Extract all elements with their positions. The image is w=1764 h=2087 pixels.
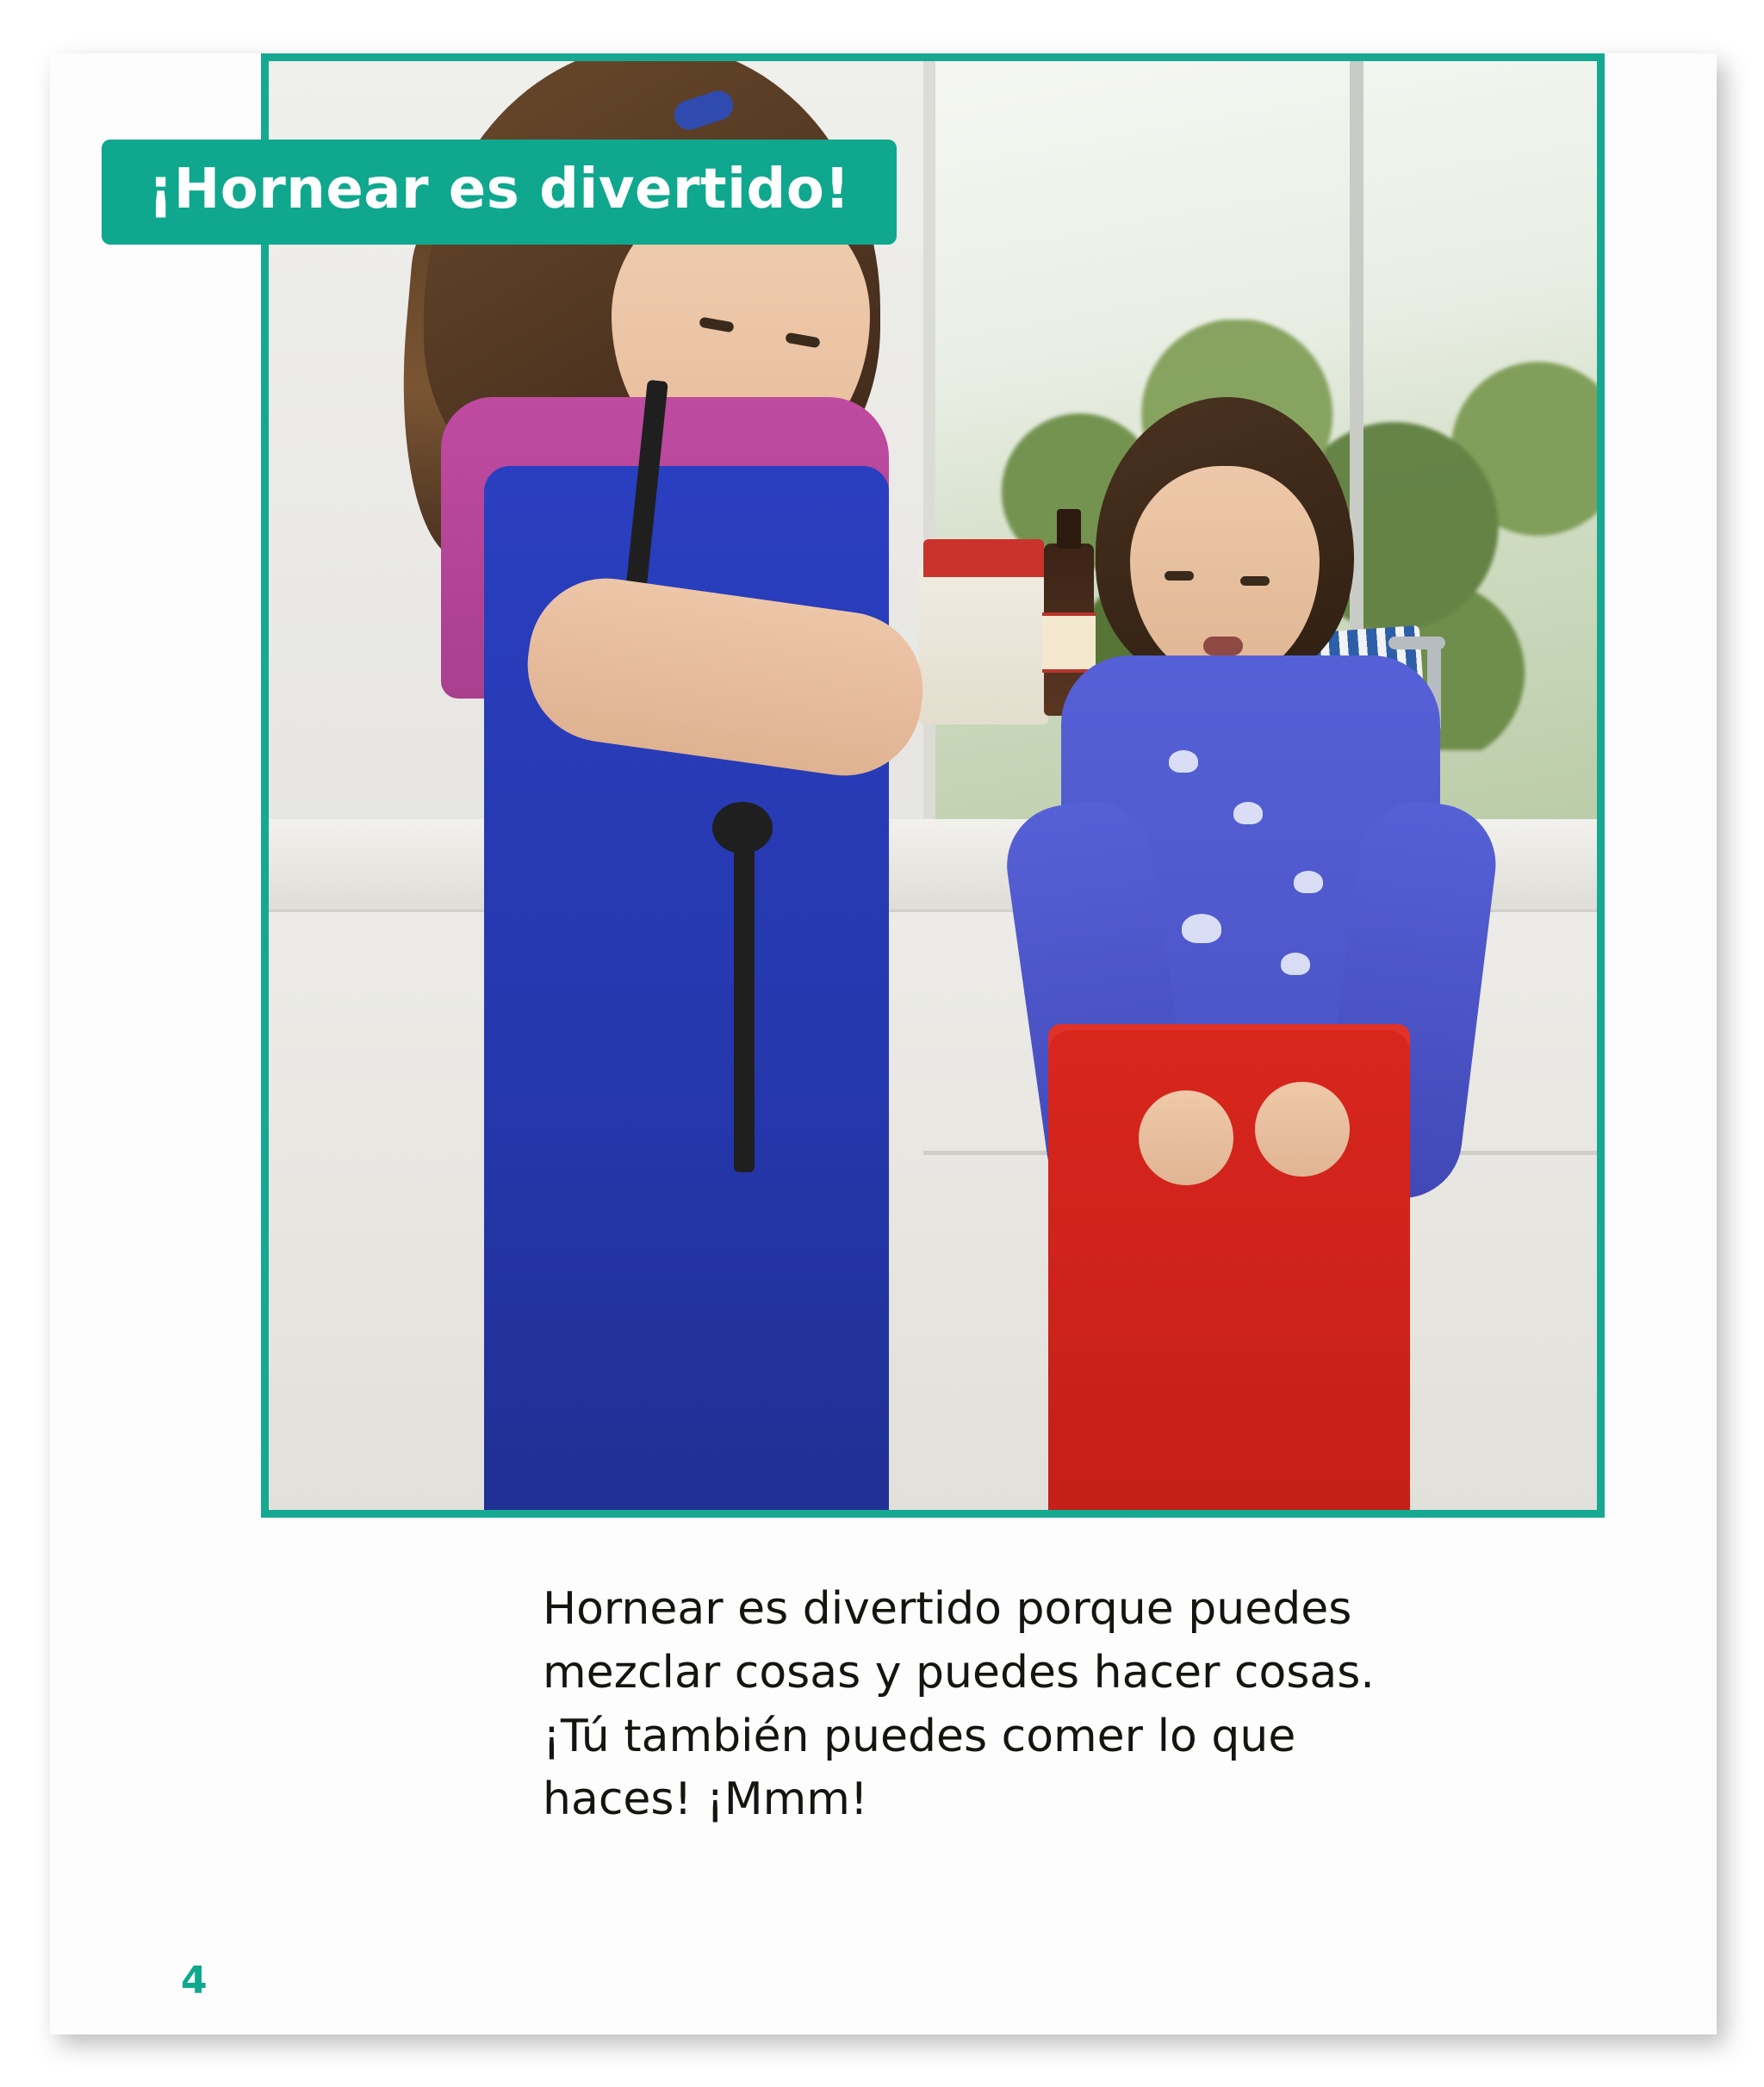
syrup-bottle-label — [1042, 612, 1096, 673]
page-photo — [261, 53, 1605, 1518]
photo-illustration — [269, 61, 1597, 1510]
page-sheet — [50, 53, 1717, 2034]
page-title: ¡Hornear es divertido! — [148, 158, 850, 221]
page-number: 4 — [181, 1959, 208, 2003]
syrup-bottle-cap — [1057, 509, 1081, 549]
older-girl-apron-tie — [734, 828, 755, 1172]
younger-girl-hand-right — [1255, 1082, 1350, 1177]
flour-bag-top — [923, 539, 1044, 577]
butterfly-print-icon — [1169, 750, 1198, 773]
younger-girl-mouth — [1203, 637, 1243, 655]
body-text-block — [543, 1578, 1404, 1832]
butterfly-print-icon — [1233, 802, 1263, 824]
younger-girl-eye-right — [1240, 576, 1270, 586]
butterfly-print-icon — [1182, 914, 1221, 943]
butterfly-print-icon — [1281, 953, 1310, 975]
younger-girl-eye-left — [1165, 571, 1194, 581]
younger-girl-hand-left — [1139, 1090, 1233, 1185]
flour-bag — [919, 565, 1048, 724]
younger-girl-red-apron — [1048, 1030, 1410, 1510]
body-paragraph: Hornear es divertido porque puedes mezclar cosas y puedes hacer cosas. ¡Tú también puedes comer lo que haces! ¡Mmm! — [543, 1583, 1375, 1826]
title-banner — [102, 140, 897, 245]
butterfly-print-icon — [1294, 871, 1323, 893]
